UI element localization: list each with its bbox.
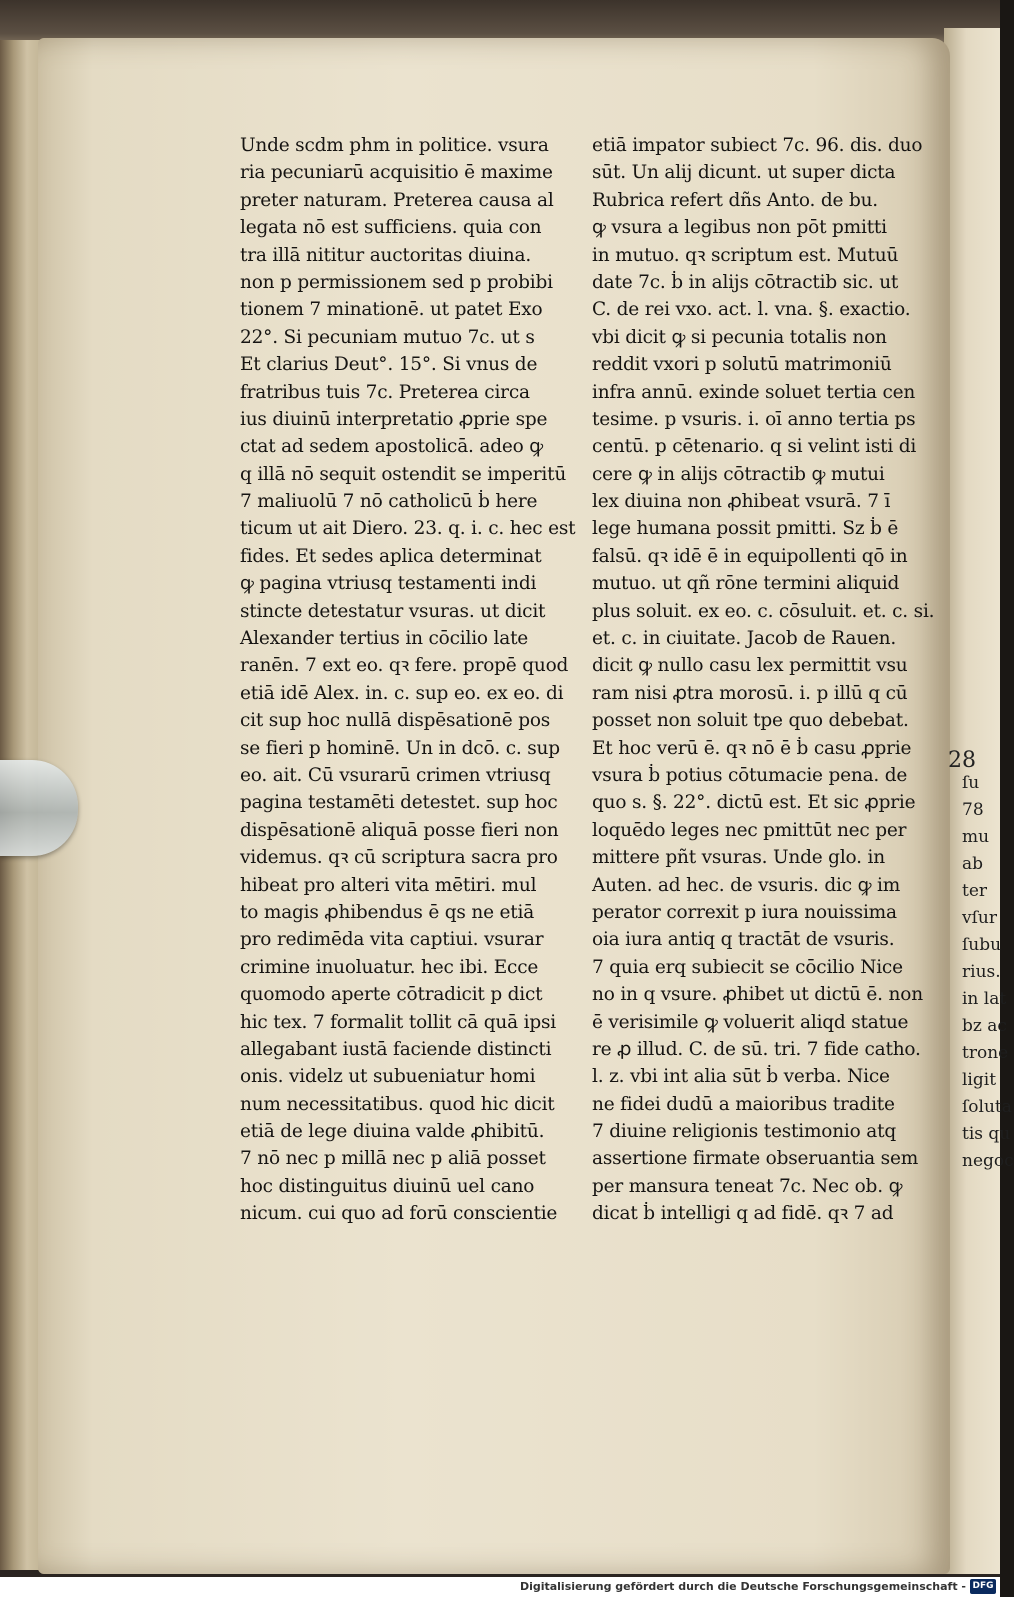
text-line: crimine inuoluatur. hec ibi. Ecce xyxy=(240,956,539,978)
text-line: et. c. in ciuitate. Jacob de Rauen. xyxy=(592,628,897,650)
text-line: se fieri p hominē. Un in dcō. c. sup xyxy=(240,737,560,759)
text-line: q illā nō sequit ostendit se imperitū xyxy=(240,463,567,485)
text-line: lege humana possit pmitti. Sz ḃ ē xyxy=(592,518,899,540)
text-line: perator correxit p iura nouissima xyxy=(592,901,897,923)
text-line: assertione firmate obseruantia sem xyxy=(592,1148,919,1170)
text-line: centū. p cētenario. q si velint isti di xyxy=(592,436,917,458)
text-line: videmus. qꝛ cū scriptura sacra pro xyxy=(240,847,558,869)
text-line: quomodo aperte cōtradicit p dict xyxy=(240,984,543,1006)
facing-page-fragment: 78 xyxy=(962,800,984,820)
text-line: hic tex. 7 formalit tollit cā quā ipsi xyxy=(240,1011,556,1033)
text-line: non p permissionem sed p probibi xyxy=(240,271,553,293)
text-line: hoc distinguitus diuinū uel cano xyxy=(240,1175,535,1197)
text-line: ius diuinū interpretatio ꝓprie spe xyxy=(240,408,548,430)
text-line: oia iura antiq q tractāt de vsuris. xyxy=(592,929,895,951)
facing-page-fragment: mu xyxy=(962,827,990,847)
facing-page-fragment: ab xyxy=(962,854,984,874)
text-line: onis. videlz ut subueniatur homi xyxy=(240,1066,536,1088)
text-line: mittere pñt vsuras. Unde glo. in xyxy=(592,847,885,869)
text-line: fratribus tuis 7c. Preterea circa xyxy=(240,381,530,403)
text-line: ē verisimile ꝙ voluerit aliqd statue xyxy=(592,1011,909,1033)
text-line: num necessitatibus. quod hic dicit xyxy=(240,1093,555,1115)
footer-credit: Digitalisierung gefördert durch die Deutsche Forschungsgemeinschaft - xyxy=(519,1580,966,1593)
text-line: cere ꝙ in alijs cōtractib ꝙ mutui xyxy=(592,463,885,485)
text-line: ne fidei dudū a maioribus tradite xyxy=(592,1093,895,1115)
text-line: per mansura teneat 7c. Nec ob. ꝙ xyxy=(592,1175,903,1197)
text-line: Et clarius Deut°. 15°. Si vnus de xyxy=(240,354,538,376)
text-line: 7 diuine religionis testimonio atq xyxy=(592,1121,896,1143)
text-line: Rubrica refert dñs Anto. de bu. xyxy=(592,189,878,211)
text-line: posset non soluit tpe quo debebat. xyxy=(592,710,909,732)
text-line: ctat ad sedem apostolicā. adeo ꝙ xyxy=(240,436,543,458)
text-line: etiā de lege diuina valde ꝓhibitū. xyxy=(240,1121,545,1143)
footer-bar xyxy=(0,1577,1000,1597)
text-line: infra annū. exinde soluet tertia cen xyxy=(592,381,916,403)
text-line: preter naturam. Preterea causa al xyxy=(240,189,554,211)
text-line: 7 quia erq subiecit se cōcilio Nice xyxy=(592,956,903,978)
text-line: etiā impator subiect 7c. 96. dis. duo xyxy=(592,135,923,156)
text-line: re ꝓ illud. C. de sū. tri. 7 fide catho. xyxy=(592,1038,921,1060)
text-line: ꝙ vsura a legibus non pōt pmitti xyxy=(592,217,887,239)
text-line: in mutuo. qꝛ scriptum est. Mutuū xyxy=(592,244,899,266)
text-line: nicum. cui quo ad forū conscientie xyxy=(240,1203,558,1225)
text-line: dispēsationē aliquā posse fieri non xyxy=(240,819,559,841)
text-line: tionem 7 minationē. ut patet Exo xyxy=(240,299,543,321)
facing-page-fragment: ſu xyxy=(962,773,980,793)
text-line: no in q vsure. ꝓhibet ut dictū ē. non xyxy=(592,984,923,1006)
text-line: l. z. vbi int alia sūt ḃ verba. Nice xyxy=(592,1066,890,1088)
text-line: Alexander tertius in cōcilio late xyxy=(240,628,529,650)
text-line: hibeat pro alteri vita mētiri. mul xyxy=(240,874,537,896)
page-number: 28 xyxy=(948,748,976,773)
text-line: date 7c. ḃ in alijs cōtractib sic. ut xyxy=(592,271,899,293)
facing-page-fragment: tis qu xyxy=(962,1124,1011,1144)
text-line: Auten. ad hec. de vsuris. dic ꝙ im xyxy=(592,874,901,896)
text-line: pro redimēda vita captiui. vsurar xyxy=(240,929,544,951)
text-line: plus soluit. ex eo. c. cōsuluit. et. c. si. xyxy=(592,600,935,622)
text-line: cit sup hoc nullā dispēsationē pos xyxy=(240,710,551,732)
text-line: dicit ꝙ nullo casu lex permittit vsu xyxy=(592,655,908,677)
text-line: 7 nō nec p millā nec p aliā posset xyxy=(240,1148,546,1170)
text-line: pagina testamēti detestet. sup hoc xyxy=(240,792,558,814)
text-line: ranēn. 7 ext eo. qꝛ fere. propē quod xyxy=(240,655,569,677)
text-line: 22°. Si pecuniam mutuo 7c. ut s xyxy=(240,326,535,348)
facing-page-fragment: bz ac xyxy=(962,1016,1007,1036)
text-line: C. de rei vxo. act. l. vna. §. exactio. xyxy=(592,299,911,321)
dfg-logo-icon: DFG xyxy=(970,1579,996,1594)
text-line: vsura ḃ potius cōtumacie pena. de xyxy=(592,764,908,786)
text-line: Unde scdm phm in politice. vsura xyxy=(240,135,549,156)
text-line: 7 maliuolū 7 nō catholicū ḃ here xyxy=(240,491,538,513)
text-line: ticum ut ait Diero. 23. q. i. c. hec est xyxy=(240,518,576,540)
facing-page-fragment: trone xyxy=(962,1043,1009,1063)
facing-page-fragment: in lat xyxy=(962,989,1007,1009)
text-line: quo s. §. 22°. dictū est. Et sic ꝓprie xyxy=(592,792,916,814)
text-line: Et hoc verū ē. qꝛ nō ē ḃ casu ꝓprie xyxy=(592,737,912,759)
text-line: mutuo. ut qñ rōne termini aliquid xyxy=(592,573,900,595)
text-line: lex diuina non ꝓhibeat vsurā. 7 ī xyxy=(592,491,891,513)
text-line: allegabant iustā faciende distincti xyxy=(240,1038,552,1060)
left-text-column xyxy=(240,132,576,1228)
facing-page-fragment: vſur xyxy=(962,908,997,928)
facing-page-fragment: negoc xyxy=(962,1151,1014,1171)
facing-page-fragment: ter xyxy=(962,881,988,901)
text-line: fides. Et sedes aplica determinat xyxy=(240,545,542,567)
text-line: to magis ꝓhibendus ē qs ne etiā xyxy=(240,901,535,923)
text-line: vbi dicit ꝙ si pecunia totalis non xyxy=(592,326,887,348)
text-line: tra illā nititur auctoritas diuina. xyxy=(240,244,531,266)
facing-page-fragment: rius. xyxy=(962,962,1001,982)
facing-page-fragment: ſubu xyxy=(962,935,1002,955)
text-line: falsū. qꝛ idē ē in equipollenti qō in xyxy=(592,545,908,567)
text-line: ria pecuniarū acquisitio ē maxime xyxy=(240,162,553,184)
text-line: tesime. p vsuris. i. oī anno tertia ps xyxy=(592,408,916,430)
facing-page-fragment: ligit xyxy=(962,1070,997,1090)
right-text-column xyxy=(592,132,935,1228)
text-line: dicat ḃ intelligi q ad fidē. qꝛ 7 ad xyxy=(592,1203,894,1225)
text-line: legata nō est sufficiens. quia con xyxy=(240,217,542,239)
text-line: reddit vxori p solutū matrimoniū xyxy=(592,354,892,376)
text-line: eo. ait. Cū vsurarū crimen vtriusq xyxy=(240,764,551,786)
text-line: ꝙ pagina vtriusq testamenti indi xyxy=(240,573,537,595)
text-line: stincte detestatur vsuras. ut dicit xyxy=(240,600,546,622)
text-line: loquēdo leges nec pmittūt nec per xyxy=(592,819,907,841)
text-line: etiā idē Alex. in. c. sup eo. ex eo. di xyxy=(240,682,564,704)
text-line: sūt. Un alij dicunt. ut super dicta xyxy=(592,162,896,184)
facing-page-text-fragments xyxy=(962,770,1014,1175)
text-line: ram nisi ꝓtra morosū. i. p illū q cū xyxy=(592,682,908,704)
facing-page-fragment: ſoluta xyxy=(962,1097,1012,1117)
